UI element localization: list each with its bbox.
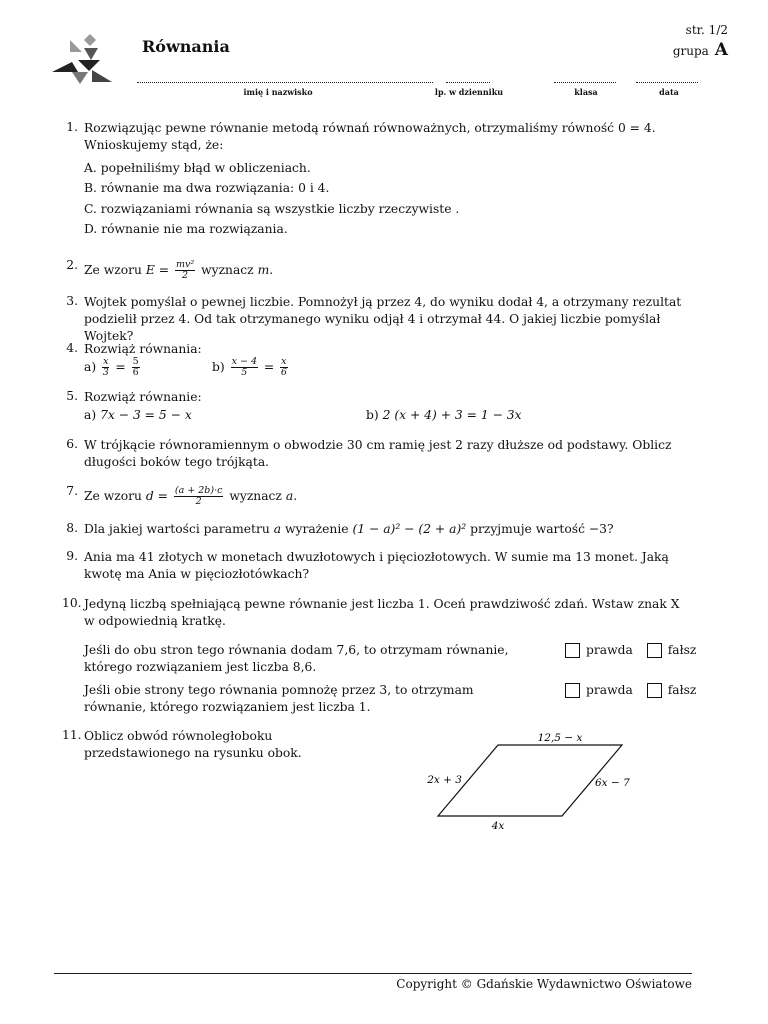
question-number: 3. [66,294,78,308]
question-number: 7. [66,484,78,498]
publisher-logo [48,30,114,90]
class-field-label: klasa [574,87,598,97]
answer-d[interactable]: D. równanie nie ma rozwiązania. [84,222,288,236]
question-text: Wojtek pomyślał o pewnej liczbie. Pomnożył ją przez 4, do wyniku dodał 4, a otrzymany rezultat podzielił przez 4. Od tak otrzymanego wyniku odjął 4 i otrzymał 44. O jakiej liczbie pomyślał Wojtek? [84,295,682,343]
checkbox-true-2[interactable] [565,683,580,698]
equation-b: b) 2 (x + 4) + 3 = 1 − 3x [366,408,522,422]
footer-divider [54,973,692,974]
statement-2-options: prawda fałsz [565,682,696,699]
equation-a: a) $\frac{x}{3}$ = $\frac{5}{6}$ [84,356,139,378]
question-text: W trójkącie równoramiennym o obwodzie 30 cm ramię jest 2 razy dłuższe od podstawy. Oblicz długości boków tego trójkąta. [84,438,672,469]
fraction: $\frac{\text{mv²}}{2}$ [175,259,195,281]
question-number: 9. [66,549,78,563]
answer-b[interactable]: B. równanie ma dwa rozwiązania: 0 i 4. [84,181,330,195]
date-field[interactable] [636,72,698,83]
answer-c[interactable]: C. rozwiązaniami równania są wszystkie liczby rzeczywiste . [84,202,460,216]
question-text: Rozwiąż równanie: [84,390,202,404]
number-field[interactable] [446,72,490,83]
side-bottom-label: 4x [491,820,505,832]
page-title: Równania [142,37,230,56]
question-number: 2. [66,258,78,272]
number-field-label: lp. w dzienniku [434,87,504,97]
question-number: 4. [66,341,78,355]
question-text: Ania ma 41 złotych w monetach dwuzłotowych i pięciozłotowych. W sumie ma 13 monet. Jaką kwotę ma Ania w pięciozłotówkach? [84,550,669,581]
statement-1: Jeśli do obu stron tego równania dodam 7,6, to otrzymam równanie, którego rozwiązaniem jest liczba 8,6. [84,643,509,674]
group-indicator [673,40,728,60]
question-number: 11. [62,728,82,742]
question-number: 10. [62,596,82,610]
equation-a: a) 7x − 3 = 5 − x [84,408,192,422]
side-left-label: 2x + 3 [427,774,462,786]
question-text: Oblicz obwód równoległoboku przedstawionego na rysunku obok. [84,729,302,760]
checkbox-true-1[interactable] [565,643,580,658]
name-field-label: imię i nazwisko [243,87,313,97]
question-number: 6. [66,437,78,451]
question-text: Rozwiąż równania: [84,342,202,356]
question-text: Dla jakiej wartości parametru a wyrażenie (1 − a)² − (2 + a)² przyjmuje wartość −3? [84,522,614,536]
question-text: Ze wzoru d = $\frac{(a + 2b)\cdot c}{2}$ wyznacz a. [84,485,298,507]
statement-2: Jeśli obie strony tego równania pomnożę przez 3, to otrzymam równanie, którego rozwiązaniem jest liczba 1. [84,683,474,714]
checkbox-false-1[interactable] [647,643,662,658]
statement-1-options: prawda fałsz [565,642,696,659]
question-number: 8. [66,521,78,535]
question-text: Jedyną liczbą spełniającą pewne równanie jest liczba 1. Oceń prawdziwość zdań. Wstaw znak X w odpowiednią kratkę. [84,597,680,628]
name-field[interactable] [137,72,433,83]
question-number: 5. [66,389,78,403]
checkbox-false-2[interactable] [647,683,662,698]
question-text: Rozwiązując pewne równanie metodą równań równoważnych, otrzymaliśmy równość 0 = 4. Wnioskujemy stąd, że: [84,121,656,152]
question-number: 1. [66,120,78,134]
equation-b: b) $\frac{x - 4}{5}$ = $\frac{x}{6}$ [212,356,287,378]
date-field-label: data [659,87,679,97]
copyright: Copyright © Gdańskie Wydawnictwo Oświatowe [396,977,692,991]
page-number: str. 1/2 [685,23,728,37]
answer-a[interactable]: A. popełniliśmy błąd w obliczeniach. [84,161,311,175]
parallelogram-figure [400,725,700,840]
question-text: Ze wzoru E = $\frac{\text{mv²}}{2}$ wyznacz m. [84,259,274,281]
group-label: grupa [672,44,709,58]
class-field[interactable] [554,72,616,83]
side-right-label: 6x − 7 [595,777,630,789]
group-value: A [714,40,728,60]
side-top-label: 12,5 − x [537,732,583,744]
